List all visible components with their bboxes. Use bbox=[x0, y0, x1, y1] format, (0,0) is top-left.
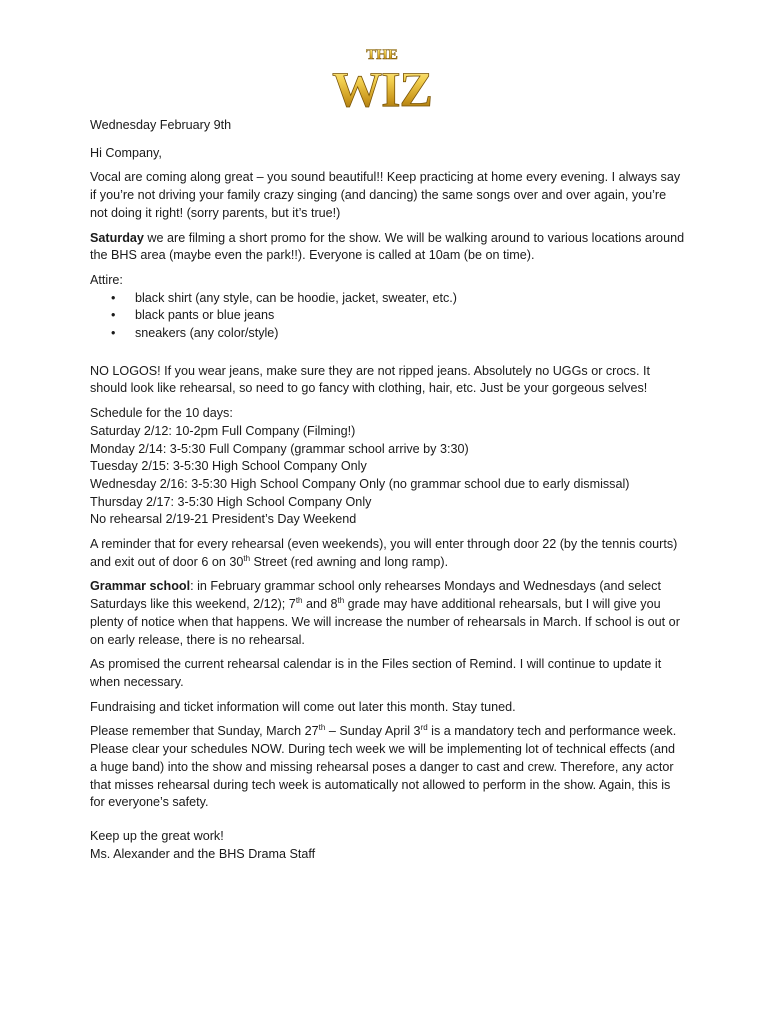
attire-item-text: sneakers (any color/style) bbox=[135, 326, 279, 341]
grammar-text: : in February grammar school only rehearses Mondays and Wednesdays (and select Saturdays like this weekend, 2/12); 7 bbox=[90, 579, 661, 612]
reminder-text: Street (red awning and long ramp). bbox=[250, 554, 449, 569]
paragraph-calendar: As promised the current rehearsal calendar is in the Files section of Remind. I will continue to update it when necessary. bbox=[90, 657, 662, 689]
tech-text: – Sunday April 3 bbox=[325, 724, 421, 739]
schedule-block bbox=[90, 405, 685, 529]
saturday-label: Saturday bbox=[90, 230, 144, 245]
paragraph-reminder bbox=[90, 536, 685, 571]
attire-item-text: black pants or blue jeans bbox=[135, 308, 275, 323]
list-item bbox=[90, 290, 685, 308]
ordinal-suffix: rd bbox=[420, 723, 428, 733]
paragraph-grammar-school bbox=[90, 578, 685, 649]
the-wiz-logo bbox=[326, 42, 438, 112]
schedule-item: Monday 2/14: 3-5:30 Full Company (grammar school arrive by 3:30) bbox=[90, 441, 469, 456]
attire-item-text: black shirt (any style, can be hoodie, jacket, sweater, etc.) bbox=[135, 290, 457, 305]
bullet-icon: • bbox=[111, 290, 116, 305]
closing-line: Keep up the great work! bbox=[90, 828, 224, 843]
bullet-icon: • bbox=[111, 326, 116, 341]
tech-text: is a mandatory tech and performance week. Please clear your schedules NOW. During tech week we will be implementing lot of technical effects (and a huge band) into the show and missing rehearsal poses a danger to cast and crew. Therefore, any actor that misses rehearsal during tech week is automatically not allowed to perform in the show. Again, this is for everyone’s safety. bbox=[90, 724, 677, 810]
attire-list bbox=[90, 290, 685, 343]
paragraph-fundraising: Fundraising and ticket information will come out later this month. Stay tuned. bbox=[90, 699, 516, 714]
grammar-text: grade may have additional rehearsals, but I will give you plenty of notice when that happens. We will increase the number of rehearsals in March. If school is out or on early release, there is no rehearsal. bbox=[90, 597, 680, 647]
ordinal-suffix: th bbox=[318, 723, 326, 733]
greeting: Hi Company, bbox=[90, 145, 162, 160]
grammar-label: Grammar school bbox=[90, 579, 191, 594]
schedule-item: No rehearsal 2/19-21 President’s Day Weekend bbox=[90, 512, 357, 527]
ordinal-suffix: th bbox=[295, 595, 303, 605]
tech-text: Please remember that Sunday, March 27 bbox=[90, 724, 319, 739]
logo-big-text: WIZ bbox=[332, 61, 432, 112]
schedule-item: Tuesday 2/15: 3-5:30 High School Company Only bbox=[90, 459, 367, 474]
ordinal-suffix: th bbox=[243, 553, 251, 563]
letter-date: Wednesday February 9th bbox=[90, 118, 232, 132]
ordinal-suffix: th bbox=[337, 595, 345, 605]
signature: Ms. Alexander and the BHS Drama Staff bbox=[90, 846, 316, 861]
letter-body bbox=[90, 117, 685, 863]
logo-small-text: THE bbox=[366, 47, 398, 63]
bullet-icon: • bbox=[111, 308, 116, 323]
paragraph-saturday bbox=[90, 230, 685, 265]
paragraph-no-logos: NO LOGOS! If you wear jeans, make sure they are not ripped jeans. Absolutely no UGGs or crocs. It should look like rehearsal, so need to go fancy with clothing, hair, etc. Just be your gorgeous selves! bbox=[90, 363, 650, 396]
schedule-item: Saturday 2/12: 10-2pm Full Company (Filming!) bbox=[90, 423, 356, 438]
list-item bbox=[90, 307, 685, 325]
list-item bbox=[90, 325, 685, 343]
saturday-text: we are filming a short promo for the show. We will be walking around to various locations around the BHS area (maybe even the park!!). Everyone is called at 10am (be on time). bbox=[90, 230, 685, 263]
grammar-text: and 8 bbox=[302, 597, 338, 612]
attire-heading: Attire: bbox=[90, 272, 123, 287]
schedule-item: Wednesday 2/16: 3-5:30 High School Company Only (no grammar school due to early dismissal) bbox=[90, 476, 630, 491]
schedule-heading: Schedule for the 10 days: bbox=[90, 406, 233, 421]
paragraph-tech-week bbox=[90, 723, 685, 812]
paragraph-vocal: Vocal are coming along great – you sound beautiful!! Keep practicing at home every evening. I always say if you’re not driving your family crazy singing (and dancing) the same songs over and over again, you’re not doing it right! (sorry parents, but it’s true!) bbox=[90, 170, 681, 220]
schedule-item: Thursday 2/17: 3-5:30 High School Company Only bbox=[90, 494, 372, 509]
reminder-text: A reminder that for every rehearsal (even weekends), you will enter through door 22 (by the tennis courts) and exit out of door 6 on 30 bbox=[90, 537, 678, 569]
